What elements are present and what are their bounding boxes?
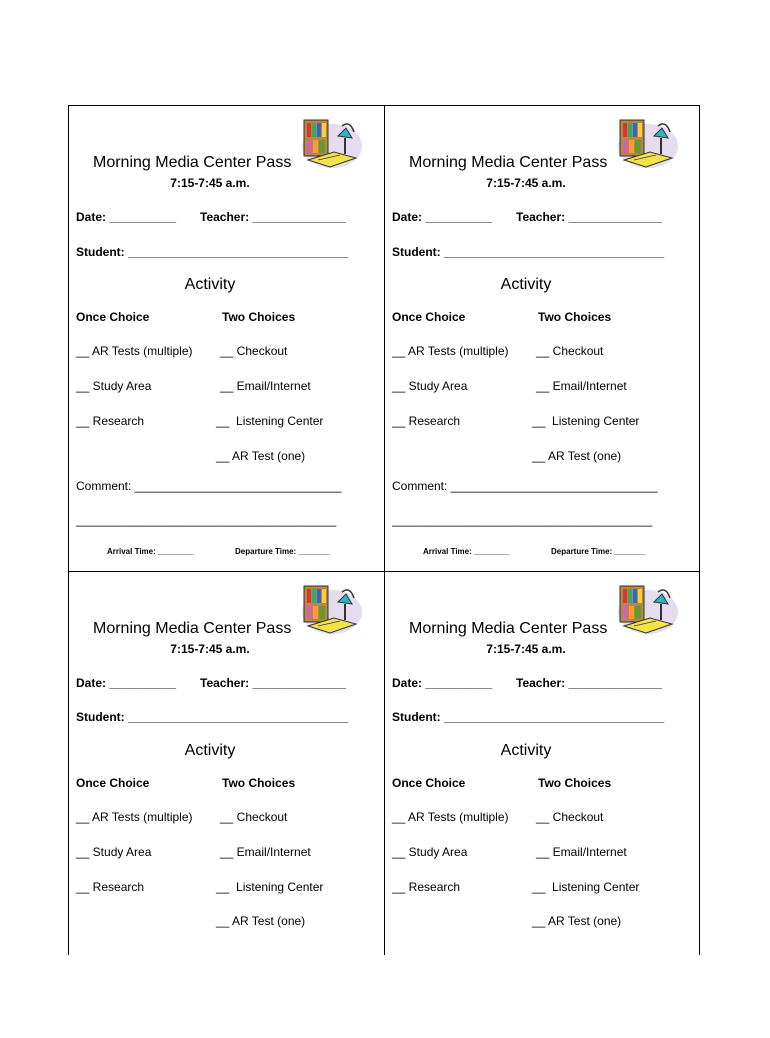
option-checkout[interactable]: __ Checkout: [220, 344, 288, 358]
date-field[interactable]: Date: __________: [76, 676, 177, 690]
two-choices-header: Two Choices: [222, 776, 296, 790]
library-books-lamp-icon: [614, 578, 678, 636]
comment-field[interactable]: Comment: _______________________________: [392, 479, 658, 493]
departure-time-field[interactable]: Departure Time: _______: [551, 547, 646, 556]
option-checkout[interactable]: __ Checkout: [536, 810, 604, 824]
activity-heading: Activity: [184, 742, 236, 759]
two-choices-header: Two Choices: [538, 310, 612, 324]
pass-title: Morning Media Center Pass: [93, 154, 292, 171]
option-listening-center[interactable]: __ Listening Center: [532, 414, 640, 428]
library-books-lamp-icon: [298, 578, 362, 636]
option-listening-center[interactable]: __ Listening Center: [216, 414, 324, 428]
once-choice-header: Once Choice: [392, 310, 466, 324]
media-pass-top-right: [384, 106, 700, 572]
option-email-internet[interactable]: __ Email/Internet: [536, 379, 627, 393]
teacher-field[interactable]: Teacher: ______________: [516, 676, 662, 690]
media-pass-bottom-left: [68, 572, 384, 1038]
option-listening-center[interactable]: __ Listening Center: [532, 880, 640, 894]
once-choice-header: Once Choice: [76, 310, 150, 324]
activity-heading: Activity: [184, 276, 236, 293]
option-email-internet[interactable]: __ Email/Internet: [220, 379, 311, 393]
option-study-area[interactable]: __ Study Area: [76, 379, 152, 393]
date-field[interactable]: Date: __________: [76, 210, 177, 224]
library-books-lamp-icon: [298, 112, 362, 170]
option-study-area[interactable]: __ Study Area: [392, 845, 468, 859]
option-research[interactable]: __ Research: [76, 414, 145, 428]
student-field[interactable]: Student: _________________________________: [392, 710, 665, 724]
student-field[interactable]: Student: _________________________________: [76, 245, 349, 259]
arrival-time-field[interactable]: Arrival Time: ________: [107, 547, 194, 556]
option-ar-tests-multiple[interactable]: __ AR Tests (multiple): [392, 344, 509, 358]
option-study-area[interactable]: __ Study Area: [76, 845, 152, 859]
pass-time: 7:15-7:45 a.m.: [486, 642, 566, 656]
option-ar-tests-multiple[interactable]: __ AR Tests (multiple): [76, 344, 193, 358]
teacher-field[interactable]: Teacher: ______________: [200, 676, 346, 690]
comment-field[interactable]: Comment: _______________________________: [76, 479, 342, 493]
media-pass-bottom-right: [384, 572, 700, 1038]
pass-title: Morning Media Center Pass: [93, 620, 292, 637]
student-field[interactable]: Student: _________________________________: [392, 245, 665, 259]
pass-time: 7:15-7:45 a.m.: [170, 642, 250, 656]
departure-time-field[interactable]: Departure Time: _______: [235, 547, 330, 556]
option-ar-test-one[interactable]: __ AR Test (one): [532, 914, 622, 928]
student-field[interactable]: Student: _________________________________: [76, 710, 349, 724]
pass-time: 7:15-7:45 a.m.: [486, 176, 566, 190]
option-listening-center[interactable]: __ Listening Center: [216, 880, 324, 894]
option-checkout[interactable]: __ Checkout: [220, 810, 288, 824]
activity-heading: Activity: [500, 742, 552, 759]
media-pass-top-left: [68, 106, 384, 572]
option-checkout[interactable]: __ Checkout: [536, 344, 604, 358]
once-choice-header: Once Choice: [76, 776, 150, 790]
option-ar-test-one[interactable]: __ AR Test (one): [216, 914, 306, 928]
comment-line[interactable]: _______________________________________: [76, 513, 337, 527]
date-field[interactable]: Date: __________: [392, 676, 493, 690]
two-choices-header: Two Choices: [222, 310, 296, 324]
comment-line[interactable]: _______________________________________: [392, 513, 653, 527]
library-books-lamp-icon: [614, 112, 678, 170]
activity-heading: Activity: [500, 276, 552, 293]
option-email-internet[interactable]: __ Email/Internet: [536, 845, 627, 859]
pass-time: 7:15-7:45 a.m.: [170, 176, 250, 190]
option-research[interactable]: __ Research: [392, 414, 461, 428]
teacher-field[interactable]: Teacher: ______________: [200, 210, 346, 224]
pass-title: Morning Media Center Pass: [409, 154, 608, 171]
option-ar-test-one[interactable]: __ AR Test (one): [216, 449, 306, 463]
once-choice-header: Once Choice: [392, 776, 466, 790]
pass-title: Morning Media Center Pass: [409, 620, 608, 637]
option-email-internet[interactable]: __ Email/Internet: [220, 845, 311, 859]
option-research[interactable]: __ Research: [76, 880, 145, 894]
option-ar-tests-multiple[interactable]: __ AR Tests (multiple): [76, 810, 193, 824]
teacher-field[interactable]: Teacher: ______________: [516, 210, 662, 224]
two-choices-header: Two Choices: [538, 776, 612, 790]
option-ar-test-one[interactable]: __ AR Test (one): [532, 449, 622, 463]
date-field[interactable]: Date: __________: [392, 210, 493, 224]
option-research[interactable]: __ Research: [392, 880, 461, 894]
option-ar-tests-multiple[interactable]: __ AR Tests (multiple): [392, 810, 509, 824]
option-study-area[interactable]: __ Study Area: [392, 379, 468, 393]
arrival-time-field[interactable]: Arrival Time: ________: [423, 547, 510, 556]
